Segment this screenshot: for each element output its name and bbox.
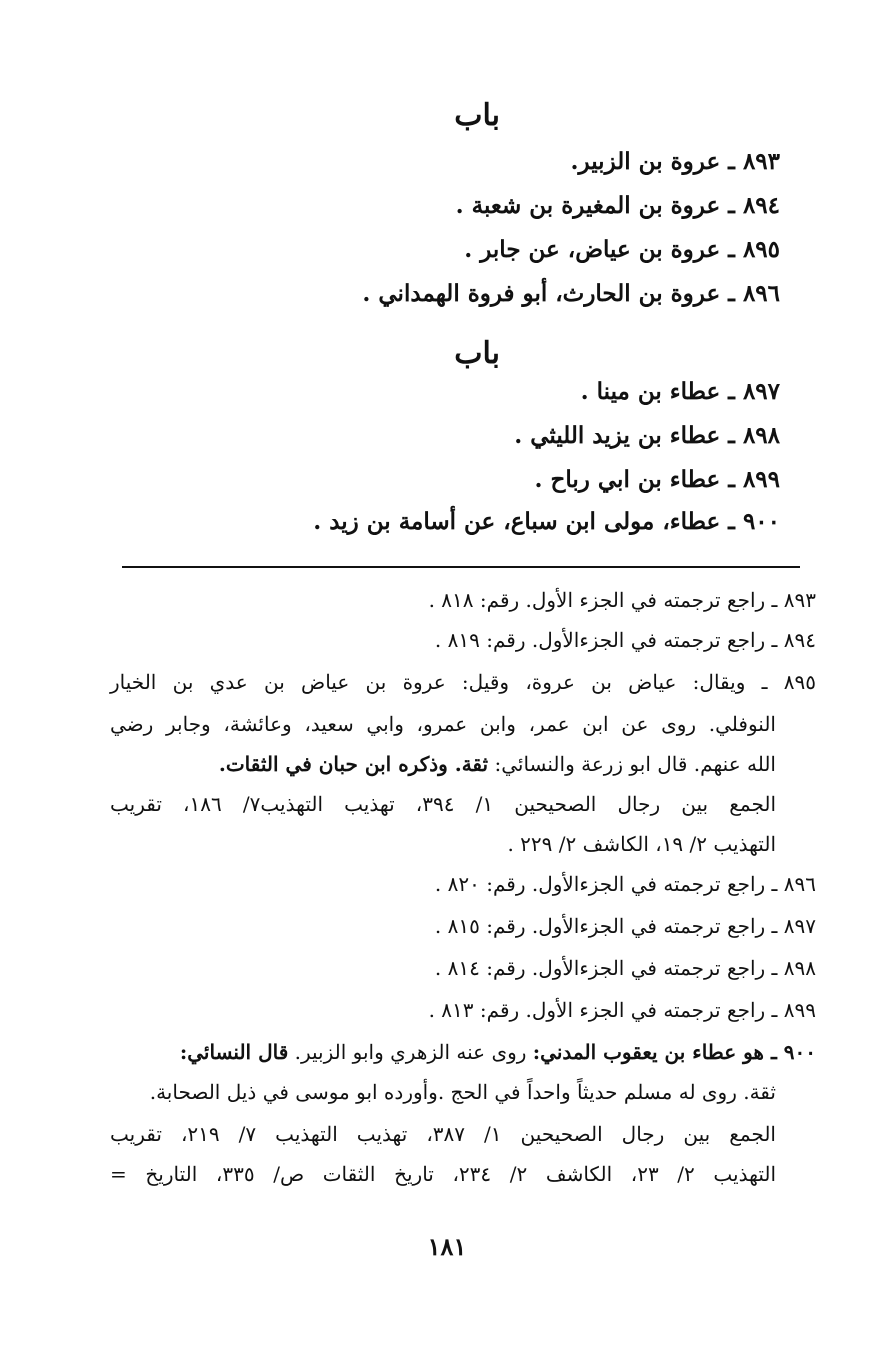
footnote-895-line-3 bbox=[219, 752, 776, 776]
footnote-899: ٨٩٩ ـ راجع ترجمته في الجزء الأول. رقم: ٨١٣ . bbox=[428, 998, 816, 1022]
footnote-900-line-3: الجمع بين رجال الصحيحين ١/ ٣٨٧، تهذيب التهذيب ٧/ ٢١٩، تقريب bbox=[110, 1122, 776, 1146]
entry-900: ٩٠٠ ـ عطاء، مولى ابن سباع، عن أسامة بن زيد . bbox=[313, 508, 780, 535]
entry-897: ٨٩٧ ـ عطاء بن مينا . bbox=[580, 378, 780, 405]
footnote-895-line-1: ٨٩٥ ـ ويقال: عياض بن عروة، وقيل: عروة بن عياض بن عدي بن الخيار bbox=[110, 670, 816, 694]
footnote-898: ٨٩٨ ـ راجع ترجمته في الجزءالأول. رقم: ٨١٤ . bbox=[434, 956, 816, 980]
footnote-divider bbox=[122, 566, 800, 568]
entry-896: ٨٩٦ ـ عروة بن الحارث، أبو فروة الهمداني . bbox=[362, 280, 780, 307]
footnote-900-text: روى عنه الزهري وابو الزبير. bbox=[294, 1040, 527, 1064]
entry-898: ٨٩٨ ـ عطاء بن يزيد الليثي . bbox=[514, 422, 780, 449]
footnote-895-text: الله عنهم. قال ابو زرعة والنسائي: bbox=[494, 752, 776, 776]
footnote-895-line-2: النوفلي. روى عن ابن عمر، وابن عمرو، وابي سعيد، وعائشة، وجابر رضي bbox=[110, 712, 776, 736]
footnote-893: ٨٩٣ ـ راجع ترجمته في الجزء الأول. رقم: ٨١٨ . bbox=[428, 588, 816, 612]
entry-894: ٨٩٤ ـ عروة بن المغيرة بن شعبة . bbox=[455, 192, 780, 219]
footnote-900-line-1 bbox=[180, 1040, 816, 1064]
footnote-900-bold-2: قال النسائي: bbox=[179, 1040, 289, 1064]
footnote-895-line-4: الجمع بين رجال الصحيحين ١/ ٣٩٤، تهذيب التهذيب٧/ ١٨٦، تقريب bbox=[110, 792, 777, 816]
page-number: ١٨١ bbox=[427, 1232, 467, 1261]
footnote-894: ٨٩٤ ـ راجع ترجمته في الجزءالأول. رقم: ٨١٩ . bbox=[434, 628, 816, 652]
footnote-895-bold: ثقة. وذكره ابن حبان في الثقات. bbox=[218, 752, 489, 776]
footnote-900-line-2: ثقة. روى له مسلم حديثاً واحداً في الحج .وأورده ابو موسى في ذيل الصحابة. bbox=[149, 1080, 776, 1104]
footnote-900-line-4: التهذيب ٢/ ٢٣، الكاشف ٢/ ٢٣٤، تاريخ الثقات ص/ ٣٣٥، التاريخ = bbox=[110, 1162, 777, 1186]
entry-893: ٨٩٣ ـ عروة بن الزبير. bbox=[570, 148, 780, 175]
footnote-896: ٨٩٦ ـ راجع ترجمته في الجزءالأول. رقم: ٨٢٠ . bbox=[434, 872, 816, 896]
footnote-900-bold: ٩٠٠ ـ هو عطاء بن يعقوب المدني: bbox=[532, 1040, 816, 1064]
footnote-897: ٨٩٧ ـ راجع ترجمته في الجزءالأول. رقم: ٨١٥ . bbox=[434, 914, 816, 938]
entry-895: ٨٩٥ ـ عروة بن عياض، عن جابر . bbox=[464, 236, 780, 263]
entry-899: ٨٩٩ ـ عطاء بن ابي رباح . bbox=[534, 466, 780, 493]
section-heading: باب bbox=[454, 98, 500, 133]
section-heading: باب bbox=[454, 336, 500, 371]
footnote-895-line-5: التهذيب ٢/ ١٩، الكاشف ٢/ ٢٢٩ . bbox=[507, 832, 776, 856]
